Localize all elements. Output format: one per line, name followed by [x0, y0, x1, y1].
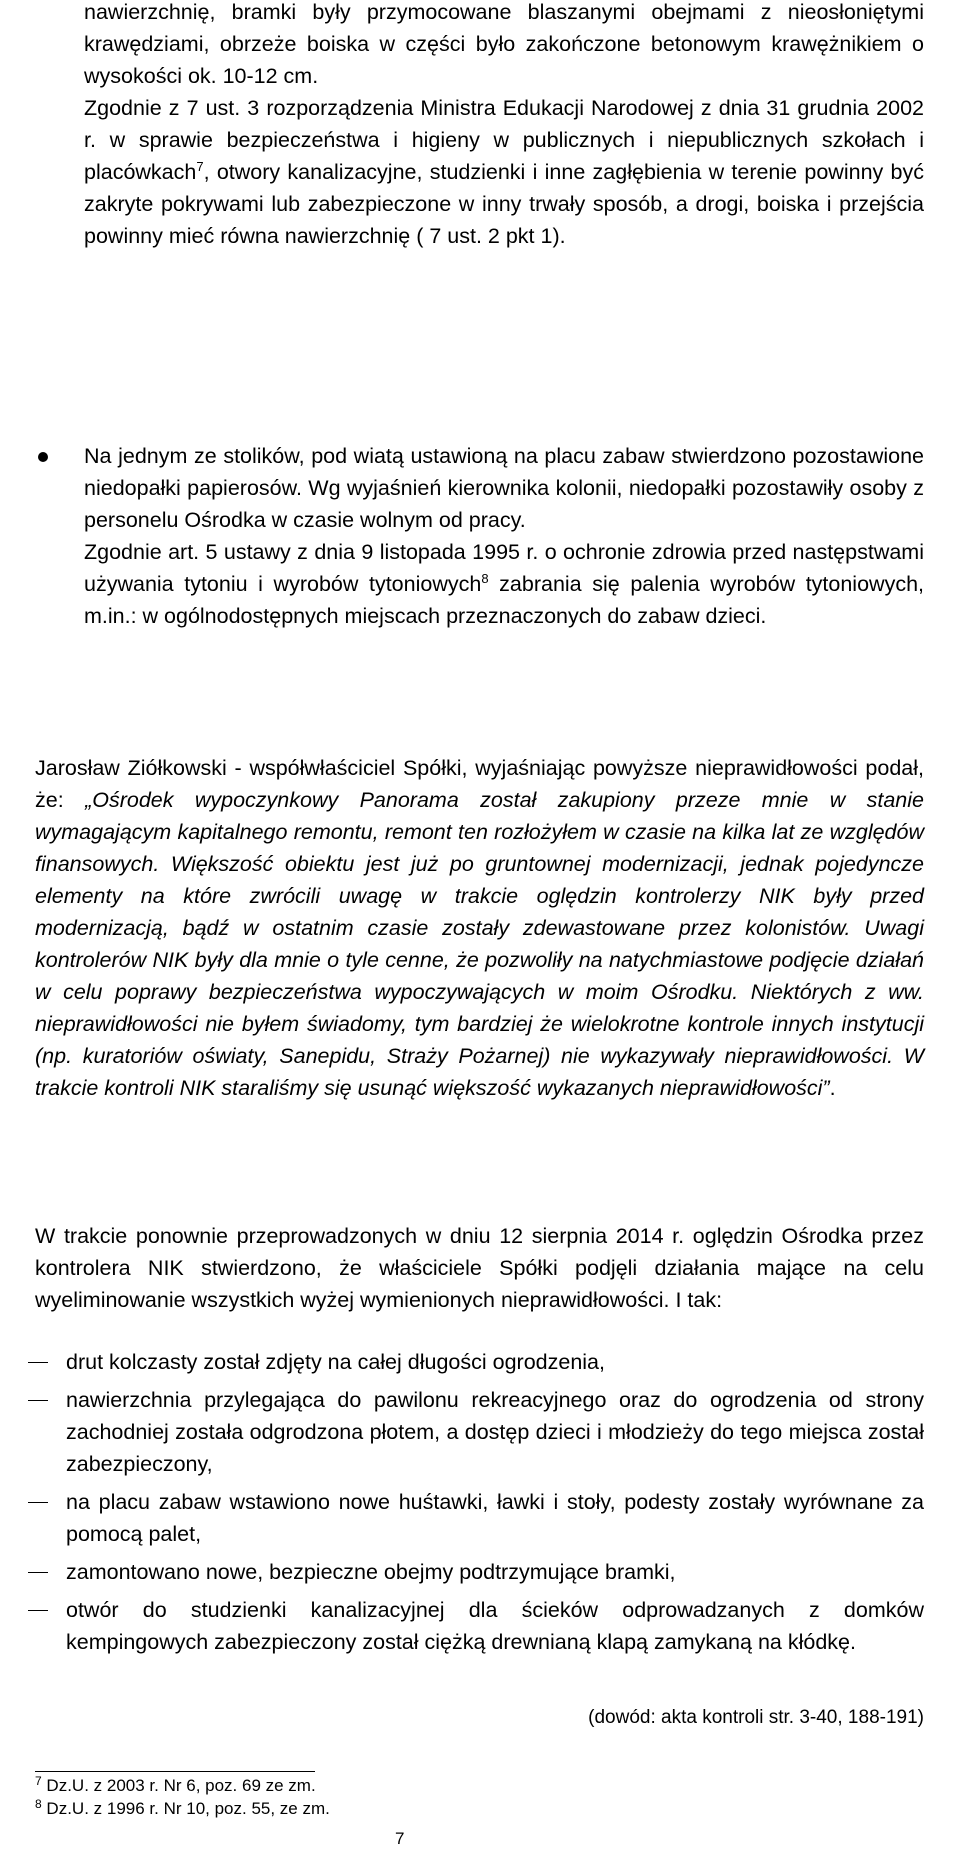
list-item: [66, 1594, 924, 1658]
footnote-text: Dz.U. z 1996 r. Nr 10, poz. 55, ze zm.: [46, 1799, 330, 1818]
dash-icon: [28, 1502, 48, 1503]
list-item: [66, 1346, 924, 1378]
list-item: [66, 1486, 924, 1550]
list-item-text: nawierzchnia przylegająca do pawilonu rekreacyjnego oraz do ogrodzenia od strony zachodniej została odgrodzona płotem, a dostęp dzieci i młodzieży do tego miejsca został zabezpieczony,: [66, 1388, 924, 1476]
dash-icon: [28, 1572, 48, 1573]
page-number: 7: [395, 1829, 405, 1848]
bullet-text-2: [84, 536, 924, 632]
statement-end: .: [829, 1076, 836, 1100]
footnote-number: 8: [35, 1797, 42, 1811]
regulation-text: Zgodnie z 7 ust. 3 rozporządzenia Ministra Edukacji Narodowej z dnia 31 grudnia 2002 r. w sprawie bezpieczeństwa i higieny w publicznych i niepublicznych szkołach i placówkach: [84, 96, 924, 184]
continuation-text-1: nawierzchnię, bramki były przymocowane blaszanymi obejmami z nieosłoniętymi krawędziami, obrzeże boiska w części było zakończone betonowym krawężnikiem o wysokości ok. 10-12 cm.: [84, 0, 924, 88]
dash-icon: [28, 1610, 48, 1611]
statement-quote: „Ośrodek wypoczynkowy Panorama został zakupiony przeze mnie w stanie wymagającym kapitalnego remontu, remont ten rozłożyłem w czasie na kilka lat ze względów finansowych. Większość obiektu jest już po gruntownej modernizacji, jednak pojedyncze elementy na które zwrócili uwagę w trakcie oględzin kontrolerzy NIK były przed modernizacją, bądź w ostatnim czasie zostały zdewastowane przez kolonistów. Uwagi kontrolerów NIK były dla mnie o tyle cenne, że pozwoliły na natychmiastowe podjęcie działań w celu poprawy bezpieczeństwa wypoczywających w moim Ośrodku. Niektórych z ww. nieprawidłowości nie byłem świadomy, tym bardziej że wielokrotne kontrole innych instytucji (np. kuratoriów oświaty, Sanepidu, Straży Pożarnej) nie wykazywały nieprawidłowości. W trakcie kontroli NIK staraliśmy się usunąć większość wykazanych nieprawidłowości”: [35, 788, 925, 1100]
footnote-divider: [35, 1771, 315, 1772]
bullet-icon: [38, 452, 48, 462]
reinspection-paragraph: [35, 1220, 924, 1316]
dash-icon: [28, 1362, 48, 1363]
bullet-item-cigarettes: [84, 440, 924, 632]
footnote-8: [35, 1798, 330, 1820]
footnote-text: Dz.U. z 2003 r. Nr 6, poz. 69 ze zm.: [46, 1776, 316, 1795]
statement-paragraph: [35, 752, 924, 1104]
list-item-text: zamontowano nowe, bezpieczne obejmy podtrzymujące bramki,: [66, 1560, 676, 1584]
reinspection-intro: W trakcie ponownie przeprowadzonych w dniu 12 sierpnia 2014 r. oględzin Ośrodka przez kontrolera NIK stwierdzono, że właściciele Spółki podjęli działania mające na celu wyeliminowanie wszystkich wyżej wymienionych nieprawidłowości. I tak:: [35, 1224, 924, 1312]
continuation-paragraph: [84, 0, 924, 252]
footnote-7: [35, 1775, 316, 1797]
footnote-ref-7: 7: [196, 159, 204, 174]
bullet-text-1: Na jednym ze stolików, pod wiatą ustawioną na placu zabaw stwierdzono pozostawione niedopałki papierosów. Wg wyjaśnień kierownika kolonii, niedopałki pozostawiły osoby z personelu Ośrodka w czasie wolnym od pracy.: [84, 444, 924, 532]
continuation-text-2: [84, 92, 924, 252]
regulation-text-cont: , otwory kanalizacyjne, studzienki i inne zagłębienia w terenie powinny być zakryte pokrywami lub zabezpieczone w inny trwały sposób, a drogi, boiska i przejścia powinny mieć równa nawierzchnię ( 7 ust. 2 pkt 1).: [84, 160, 924, 248]
list-item: [66, 1556, 924, 1588]
footnote-ref-8: 8: [481, 571, 489, 586]
dash-icon: [28, 1400, 48, 1401]
law-text: Zgodnie art. 5 ustawy z dnia 9 listopada 1995 r. o ochronie zdrowia przed następstwami używania tytoniu i wyrobów tytoniowych: [84, 540, 924, 596]
statement-intro: Jarosław Ziółkowski - współwłaściciel Spółki, wyjaśniając powyższe nieprawidłowości podał, że:: [35, 756, 924, 812]
list-item: [66, 1384, 924, 1480]
list-item-text: otwór do studzienki kanalizacyjnej dla ścieków odprowadzanych z domków kempingowych zabezpieczony został ciężką drewnianą klapą zamykaną na kłódkę.: [66, 1598, 924, 1654]
law-text-cont: zabrania się palenia wyrobów tytoniowych, m.in.: w ogólnodostępnych miejscach przeznaczonych do zabaw dzieci.: [84, 572, 924, 628]
list-item-text: drut kolczasty został zdjęty na całej długości ogrodzenia,: [66, 1350, 605, 1374]
evidence-reference: (dowód: akta kontroli str. 3-40, 188-191): [588, 1707, 924, 1728]
footnote-number: 7: [35, 1774, 42, 1788]
list-item-text: na placu zabaw wstawiono nowe huśtawki, ławki i stoły, podesty zostały wyrównane za pomocą palet,: [66, 1490, 924, 1546]
